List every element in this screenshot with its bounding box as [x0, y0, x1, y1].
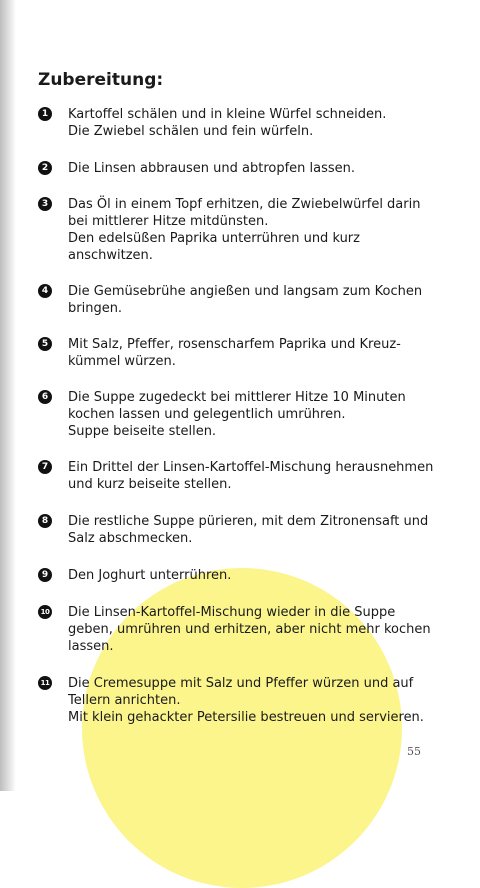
step-text-line: bei mittlerer Hitze mitdünsten. — [68, 214, 269, 229]
step-text-line: Den Joghurt unterrühren. — [68, 568, 232, 583]
step-text-line: Den edelsüßen Paprika unterrühren und kurz — [68, 231, 360, 246]
step-number-bullet: 6 — [38, 390, 52, 404]
step-item — [38, 389, 438, 440]
step-item — [38, 106, 438, 140]
step-text-line: Die Cremesuppe mit Salz und Pfeffer würzen und auf — [68, 676, 414, 691]
step-item — [38, 336, 438, 370]
step-text-line: kümmel würzen. — [68, 354, 176, 369]
step-item — [38, 160, 438, 177]
page-title: Zubereitung: — [38, 70, 164, 90]
step-number-bullet: 3 — [38, 197, 52, 211]
step-item — [38, 604, 438, 655]
step-item — [38, 459, 438, 493]
step-text-line: Kartoffel schälen und in kleine Würfel schneiden. — [68, 107, 387, 122]
step-number-bullet: 8 — [38, 514, 52, 528]
step-text-line: kochen lassen und gelegentlich umrühren. — [68, 407, 346, 422]
step-text-line: bringen. — [68, 301, 123, 316]
step-text-line: Die Zwiebel schälen und fein würfeln. — [68, 124, 314, 139]
step-number-bullet: 1 — [38, 107, 52, 121]
step-item — [38, 675, 438, 726]
step-number-bullet: 5 — [38, 337, 52, 351]
step-item — [38, 567, 438, 584]
step-text-line: Ein Drittel der Linsen-Kartoffel-Mischung herausnehmen — [68, 460, 434, 475]
steps-list — [38, 106, 438, 726]
step-text-line: und kurz beiseite stellen. — [68, 477, 232, 492]
step-text-line: Suppe beiseite stellen. — [68, 424, 217, 439]
step-number-bullet: 10 — [38, 605, 52, 619]
page-number: 55 — [407, 745, 421, 758]
step-text-line: Salz abschmecken. — [68, 531, 193, 546]
step-item — [38, 283, 438, 317]
step-text-line: Die Linsen-Kartoffel-Mischung wieder in die Suppe — [68, 605, 396, 620]
step-number-bullet: 9 — [38, 568, 52, 582]
step-text-line: Die Gemüsebrühe angießen und langsam zum Kochen — [68, 284, 423, 299]
step-text-line: Mit Salz, Pfeffer, rosenscharfem Paprika und Kreuz- — [68, 337, 401, 352]
step-text-line: Das Öl in einem Topf erhitzen, die Zwiebelwürfel darin — [68, 197, 421, 212]
step-item — [38, 196, 438, 264]
step-text-line: geben, umrühren und erhitzen, aber nicht mehr kochen — [68, 622, 431, 637]
step-number-bullet: 11 — [38, 676, 52, 690]
step-text-line: lassen. — [68, 639, 114, 654]
step-number-bullet: 7 — [38, 460, 52, 474]
step-number-bullet: 2 — [38, 161, 52, 175]
step-text-line: Mit klein gehackter Petersilie bestreuen und servieren. — [68, 710, 424, 725]
step-number-bullet: 4 — [38, 284, 52, 298]
step-text-line: anschwitzen. — [68, 248, 153, 263]
step-text-line: Die Linsen abbrausen und abtropfen lassen. — [68, 161, 356, 176]
step-text-line: Die Suppe zugedeckt bei mittlerer Hitze 10 Minuten — [68, 390, 406, 405]
step-text-line: Die restliche Suppe pürieren, mit dem Zitronensaft und — [68, 514, 429, 529]
book-spine-shadow — [0, 0, 16, 791]
step-text-line: Tellern anrichten. — [68, 693, 181, 708]
step-item — [38, 513, 438, 547]
